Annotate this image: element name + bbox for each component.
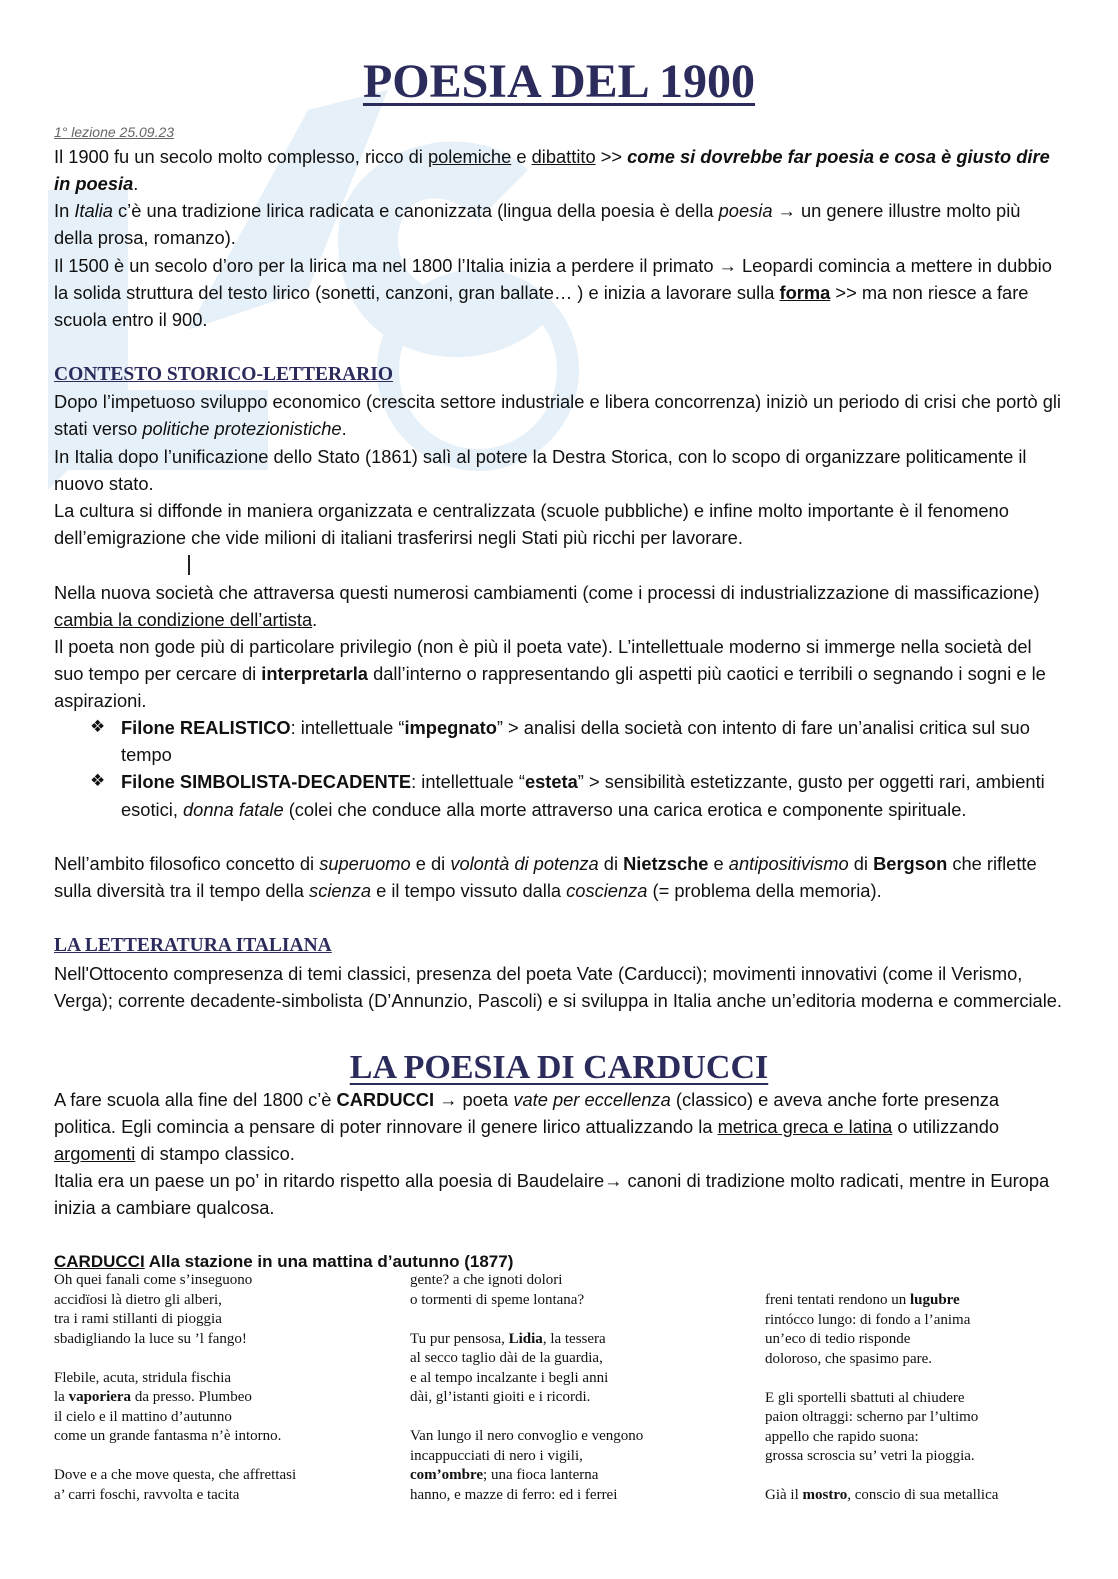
poem-column-1 [54, 1271, 296, 1525]
poem-line: o tormenti di speme lontana? [410, 1291, 585, 1308]
poem-column-3 [765, 1291, 998, 1525]
poem-line: doloroso, che spasimo pare. [765, 1350, 933, 1367]
key-question: come si dovrebbe far poesia e cosa è giusto dire in poesia [54, 146, 1050, 195]
intro-paragraph-2: In Italia c’è una tradizione lirica radicata e canonizzata (lingua della poesia è della poesia → un genere illustre molto più della prosa, romanzo). [54, 200, 1021, 249]
poem-stanza [54, 1466, 296, 1505]
page-title: POESIA DEL 1900 [362, 55, 756, 108]
poem-stanza [54, 1369, 296, 1447]
contesto-paragraph-4: Nella nuova società che attraversa questi numerosi cambiamenti (come i processi di industrializzazione di massificazione) cambia la condizione dell’artista. [54, 582, 1040, 631]
poem-line: il cielo e il mattino d’autunno [54, 1408, 232, 1425]
list-item-realistico: ❖ Filone REALISTICO: intellettuale “impegnato” > analisi della società con intento di fare un’analisi critica sul suo tempo [54, 714, 1064, 768]
poem-stanza [410, 1427, 643, 1505]
poem-line: dài, gl’istanti gioiti e i ricordi. [410, 1389, 591, 1405]
poem-line: com’ombre; una fioca lanterna [410, 1467, 599, 1483]
poem-line: Dove e a che move questa, che affrettasi [54, 1467, 297, 1483]
list-item-simbolista: ❖ Filone SIMBOLISTA-DECADENTE: intellettuale “esteta” > sensibilità estetizzante, gusto per oggetti rari, ambienti esotici, donna fatale (colei che conduce alla morte attraverso una carica erotica e componente spirituale. [54, 768, 1064, 822]
carducci-paragraph-1: A fare scuola alla fine del 1800 c’è CARDUCCI → poeta vate per eccellenza (classico) e aveva anche forte presenza politica. Egli comincia a pensare di poter rinnovare il genere lirico attualizzando la metrica greca e latina o utilizzando argomenti di stampo classico. [54, 1089, 1000, 1165]
intro-paragraph-3: Il 1500 è un secolo d’oro per la lirica ma nel 1800 l’Italia inizia a perdere il primato → Leopardi comincia a mettere in dubbio la solida struttura del testo lirico (sonetti, canzoni, gran ballate… ) e inizia a lavorare sulla forma >> ma non riesce a fare scuola entro il 900. [54, 255, 1052, 331]
poem-line: paion oltraggi: scherno par l’ultimo [765, 1409, 979, 1425]
poem-line: rintócco lungo: di fondo a l’anima [765, 1311, 971, 1328]
poem-line: la vaporiera da presso. Plumbeo [54, 1389, 252, 1405]
poem-line: come un grande fantasma n’è intorno. [54, 1428, 282, 1444]
section-heading-letteratura: LA LETTERATURA ITALIANA [54, 935, 332, 956]
poem-line: accidïosi là dietro gli alberi, [54, 1291, 222, 1308]
poem-line: Flebile, acuta, stridula fischia [54, 1369, 232, 1386]
term-forma: forma [779, 282, 831, 304]
poem-line: e al tempo incalzante i begli anni [410, 1369, 609, 1386]
term-dibattito: dibattito [531, 146, 596, 167]
poem-stanza [410, 1330, 643, 1408]
text-cursor [188, 555, 190, 575]
poem-line: Oh quei fanali come s’inseguono [54, 1272, 253, 1288]
poem-line: un’eco di tedio risponde [765, 1331, 911, 1347]
poem-line: E gli sportelli sbattuti al chiudere [765, 1389, 965, 1406]
contesto-paragraph-1: Dopo l’impetuoso sviluppo economico (crescita settore industriale e libera concorrenza) iniziò un periodo di crisi che portò gli stati verso politiche protezionistiche. [54, 391, 1061, 440]
lesson-date: 1° lezione 25.09.23 [54, 124, 175, 140]
diamond-bullet-icon: ❖ [90, 771, 106, 792]
poem-column-2 [410, 1271, 643, 1525]
contesto-paragraph-6: Nell’ambito filosofico concetto di superuomo e di volontà di potenza di Nietzsche e antipositivismo di Bergson che riflette sulla diversità tra il tempo della scienza e il tempo vissuto dalla coscienza (= problema della memoria). [54, 853, 1037, 902]
poem-line: sbadigliando la luce su ’l fango! [54, 1330, 247, 1347]
poem-line: Tu pur pensosa, Lidia, la tessera [410, 1330, 606, 1347]
poem-line: Già il mostro, conscio di sua metallica [765, 1487, 999, 1503]
poem-title: CARDUCCI Alla stazione in una mattina d’autunno (1877) [54, 1252, 514, 1271]
section-heading-contesto: CONTESTO STORICO-LETTERARIO [54, 364, 394, 385]
letteratura-paragraph: Nell'Ottocento compresenza di temi classici, presenza del poeta Vate (Carducci); movimenti innovativi (come il Verismo, Verga); corrente decadente-simbolista (D’Annunzio, Pascoli) e si sviluppa in Italia anche un’editoria moderna e commerciale. [54, 963, 1063, 1012]
term-polemiche: polemiche [427, 146, 512, 167]
poem-stanza [765, 1389, 998, 1467]
carducci-title: LA POESIA DI CARDUCCI [349, 1049, 769, 1086]
contesto-paragraph-2: In Italia dopo l’unificazione dello Stato (1861) salì al potere la Destra Storica, con lo scopo di organizzare politicamente il nuovo stato. [54, 446, 1027, 495]
intro-paragraph-1: Il 1900 fu un secolo molto complesso, ricco di polemiche e dibattito >> come si dovrebbe far poesia e cosa è giusto dire in poesia. [54, 146, 1050, 195]
poem-stanza [54, 1271, 296, 1349]
carducci-paragraph-2: Italia era un paese un po’ in ritardo rispetto alla poesia di Baudelaire→ canoni di tradizione molto radicati, mentre in Europa inizia a cambiare qualcosa. [54, 1170, 1050, 1219]
poem-line: Van lungo il nero convoglio e vengono [410, 1428, 644, 1444]
poem-stanza [765, 1291, 998, 1369]
poem-line: hanno, e mazze di ferro: ed i ferrei [410, 1486, 618, 1503]
poem-line: tra i rami stillanti di pioggia [54, 1311, 222, 1327]
contesto-paragraph-3: La cultura si diffonde in maniera organizzata e centralizzata (scuole pubbliche) e infine molto importante è il fenomeno dell’emigrazione che vide milioni di italiani trasferirsi negli Stati più ricchi per lavorare. [54, 500, 1009, 549]
contesto-paragraph-5: Il poeta non gode più di particolare privilegio (non è più il poeta vate). L’intellettuale moderno si immerge nella società del suo tempo per cercare di interpretarla dall’interno o rappresentando gli aspetti più caotici e terribili o segnando i sogni e le aspirazioni. [54, 636, 1046, 712]
poem-line: freni tentati rendono un lugubre [765, 1292, 960, 1308]
diamond-bullet-icon: ❖ [90, 717, 106, 737]
poem-stanza [410, 1271, 643, 1310]
poem-line: appello che rapido suona: [765, 1428, 919, 1445]
poem-line: gente? a che ignoti dolori [410, 1272, 563, 1288]
poem-line: incappucciati di nero i vigili, [410, 1447, 583, 1464]
poem-stanza [765, 1486, 998, 1506]
poem-line: grossa scroscia su’ vetri la pioggia. [765, 1448, 975, 1464]
poem-line: a’ carri foschi, ravvolta e tacita [54, 1486, 240, 1503]
poem-line: al secco taglio dài de la guardia, [410, 1350, 603, 1366]
filoni-list [54, 714, 1064, 823]
